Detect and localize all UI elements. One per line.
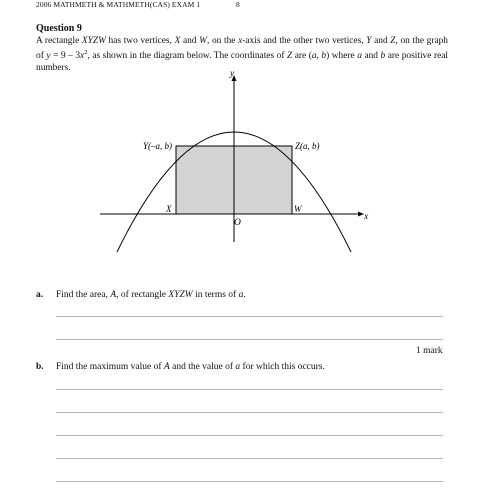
question-title: Question 9 [36,23,82,34]
part-a-text: Find the area, A, of rectangle XYZW in terms of a. [56,290,246,300]
vertex-w-label: W [294,204,302,214]
x-axis-label: x [364,212,369,222]
part-b-label: b. [36,362,44,372]
answer-line[interactable] [56,316,443,317]
answer-line[interactable] [56,481,443,482]
vertex-x-label: X [166,204,172,214]
page-header [36,0,240,9]
origin-label: O [234,218,241,228]
part-b-text: Find the maximum value of A and the value of a for which this occurs. [56,362,325,372]
parabola-diagram [100,66,380,256]
answer-line[interactable] [56,458,443,459]
vertex-y-label: Y(–a, b) [143,141,172,151]
part-a-label: a. [36,290,44,300]
answer-line[interactable] [56,435,443,436]
header-title: 2006 MATHMETH & MATHMETH(CAS) EXAM 1 [36,0,201,9]
page-number: 8 [236,0,240,9]
y-axis-label: y [230,69,235,79]
answer-line[interactable] [56,339,443,340]
answer-line[interactable] [56,412,443,413]
answer-line[interactable] [56,389,443,390]
vertex-z-label: Z(a, b) [295,141,320,151]
question-intro: A rectangle XYZW has two vertices, X and W, on the x-axis and the other two vertices, Y and Z, on the graph of $y = 9 - 3x^2$, as shown in the diagram below. The coordinates of Z are (a, b) where a and b are positive real numbers. [36,36,448,73]
part-a-marks: 1 mark [416,346,443,356]
